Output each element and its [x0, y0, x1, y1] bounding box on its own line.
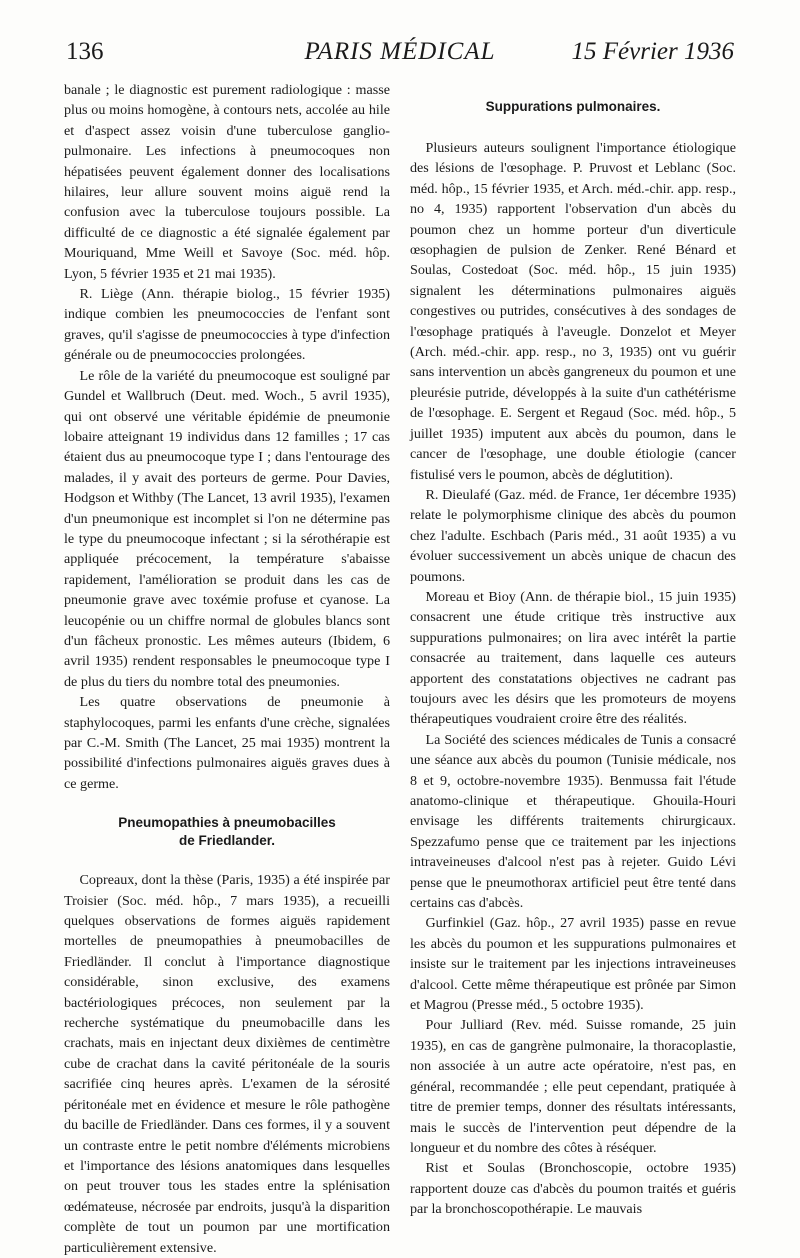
paragraph: Pour Julliard (Rev. méd. Suisse romande, 25 juin 1935), en cas de gangrène pulmonaire, la thoracoplastie, non associée à un autre acte opératoire, n'est pas, en général, recommandée ; elle peut cependant, pratiquée à titre de premier temps, donner des résultats intéressants, mais le succès de l'intervention peut dépendre de la longueur et du nombre des côtes à réséquer.: [410, 1017, 736, 1156]
section-heading-friedlander: [64, 814, 390, 850]
heading-line: de Friedlander.: [178, 833, 276, 849]
issue-date: 15 Février 1936: [571, 38, 734, 65]
section-heading-suppurations: Suppurations pulmonaires.: [485, 99, 661, 114]
running-head: [66, 38, 734, 72]
text-columns: [64, 80, 736, 1258]
paragraph: Les quatre observations de pneumonie à staphylocoques, parmi les enfants d'une crèche, signalées par C.-M. Smith (The Lancet, 25 mai 1935) montrent la possibilité d'infections pulmonaires aiguës graves dues à ce germe.: [64, 694, 390, 792]
paragraph: R. Dieulafé (Gaz. méd. de France, 1er décembre 1935) relate le polymorphisme clinique des abcès du poumon chez l'adulte. Eschbach (Paris méd., 31 août 1935) a vu évoluer successivement un abcès unique de chacun des poumons.: [410, 486, 736, 585]
journal-title: PARIS MÉDICAL: [304, 38, 496, 65]
paragraph: Moreau et Bioy (Ann. de thérapie biol., 15 juin 1935) consacrent une étude critique très instructive aux suppurations pulmonaires; on lira avec intérêt la partie consacrée au traitement, dans laquelle ces auteurs apportent des constatations objectives ne cadrant pas toujours avec les désirs que les promoteurs de moyens thérapeutiques voudraient croire être des réalités.: [410, 588, 736, 728]
paragraph: Plusieurs auteurs soulignent l'importance étiologique des lésions de l'œsophage. P. Pruvost et Leblanc (Soc. méd. hôp., 15 février 1935, et Arch. méd.-chir. app. resp., no 4, 1935) rapportent l'observation d'un abcès du poumon chez un homme porteur d'un diverticule œsophagien de pulsion de Zenker. René Bénard et Soulas, Costedoat (Soc. méd. hôp., 15 juin 1935) signalent les déterminations pulmonaires aiguës congestives ou putrides, consécutives à des sondages de l'œsophage pratiqués à l'aveugle. Donzelot et Meyer (Arch. méd.-chir. app. resp., no 3, 1935) ont vu guérir sans intervention un abcès gangreneux du poumon et une pleurésie putride, développés à la suite d'un cathétérisme de l'œsophage. E. Sergent et Regaud (Soc. méd. hôp., 5 juillet 1935) imputent aux abcès du poumon, dans le cancer de l'œsophage, une double étiologie (cancer fistulisé vers le poumon, abcès de déglutition).: [410, 140, 736, 483]
heading-line: Pneumopathies à pneumobacilles: [118, 815, 336, 831]
paragraph: Copreaux, dont la thèse (Paris, 1935) a été inspirée par Troisier (Soc. méd. hôp., 7 mars 1935), a recueilli quelques observations de formes aiguës rapidement mortelles de pneumopathies à pneumobacilles de Friedländer. Il conclut à l'importance diagnostique considérable, sinon exclusive, des examens bactériologiques précoces, non seulement par la recherche systématique du pneumobacille dans les crachats, mais en injectant deux dixièmes de centimètre cube de crachat dans la cavité péritonéale de la souris sacrifiée cinq heures après. L'examen de la sérosité péritonéale met en évidence et mesure le rôle pathogène du bacille de Friedländer. Dans ces formes, il y a souvent un contraste entre le petit nombre d'éléments microbiens et l'importance des lésions anatomiques dans lesquelles on peut trouver tous les stades entre la splénisation œdémateuse, nécrosée par endroits, jusqu'à la disparition complète de tout un poumon par une mortification particulièrement extensive.: [64, 872, 390, 1256]
left-column: [64, 80, 390, 1258]
paragraph: R. Liège (Ann. thérapie biolog., 15 février 1935) indique combien les pneumococcies de l'enfant sont graves, qu'il s'agisse de pneumococcies à type d'infection générale ou de pneumococcies prolongées.: [64, 286, 390, 364]
paragraph: banale ; le diagnostic est purement radiologique : masse plus ou moins homogène, à contours nets, accolée au hile et d'aspect assez voisin d'une tuberculose ganglio-pulmonaire. Les infections à pneumocoques non hépatisées peuvent également donner des localisations hilaires, leur allure souvent moins aiguë rend la confusion avec la tuberculose toujours possible. La difficulté de ce diagnostic a été signalée également par Mouriquand, Mme Weill et Savoye (Soc. méd. hôp. Lyon, 5 février 1935 et 21 mai 1935).: [64, 82, 390, 282]
paragraph: Rist et Soulas (Bronchoscopie, octobre 1935) rapportent douze cas d'abcès du poumon traités et guéris par la bronchoscopothérapie. Le mauvais: [410, 1160, 736, 1218]
paragraph: Le rôle de la variété du pneumocoque est souligné par Gundel et Wallbruch (Deut. med. Woch., 5 avril 1935), qui ont observé une véritable épidémie de pneumonie lobaire atteignant 19 individus dans 12 familles ; 17 cas étaient dus au pneumocoque type I ; dans l'entourage des malades, il y avait des porteurs de germe. Pour Davies, Hodgson et Withby (The Lancet, 13 avril 1935), l'examen d'un pneumonique est incomplet si l'on ne détermine pas le type du pneumocoque infectant ; si la sérothérapie est appliquée précocement, la température s'abaisse rapidement, l'amélioration se produit dans les cas de pneumonie grave avec toxémie profuse et cyanose. La leucopénie ou un chiffre normal de globules blancs sont d'un fâcheux pronostic. Les mêmes auteurs (Ibidem, 6 avril 1935) rendent responsables le pneumocoque type I de plus du tiers du nombre total des pneumonies.: [64, 367, 390, 690]
right-column: [410, 80, 736, 1258]
page-number: 136: [66, 38, 104, 65]
paragraph: Gurfinkiel (Gaz. hôp., 27 avril 1935) passe en revue les abcès du poumon et les suppurations pulmonaires et insiste sur le traitement par les injections intraveineuses d'alcool. Cette même thérapeutique est prônée par Simon et Magrou (Presse méd., 5 octobre 1935).: [410, 915, 736, 1014]
paragraph: La Société des sciences médicales de Tunis a consacré une séance aux abcès du poumon (Tunisie médicale, nos 8 et 9, octobre-novembre 1935). Benmussa fait l'étude anatomo-clinique et thérapeutique. Ghouila-Houri envisage les différents traitements chirurgicaux. Spezzafumo pense que ce traitement par les injections intraveineuses d'alcool n'est pas à rejeter. Guido Lévi pense que le pneumothorax artificiel peut être tenté dans certains cas d'abcès.: [410, 731, 736, 912]
